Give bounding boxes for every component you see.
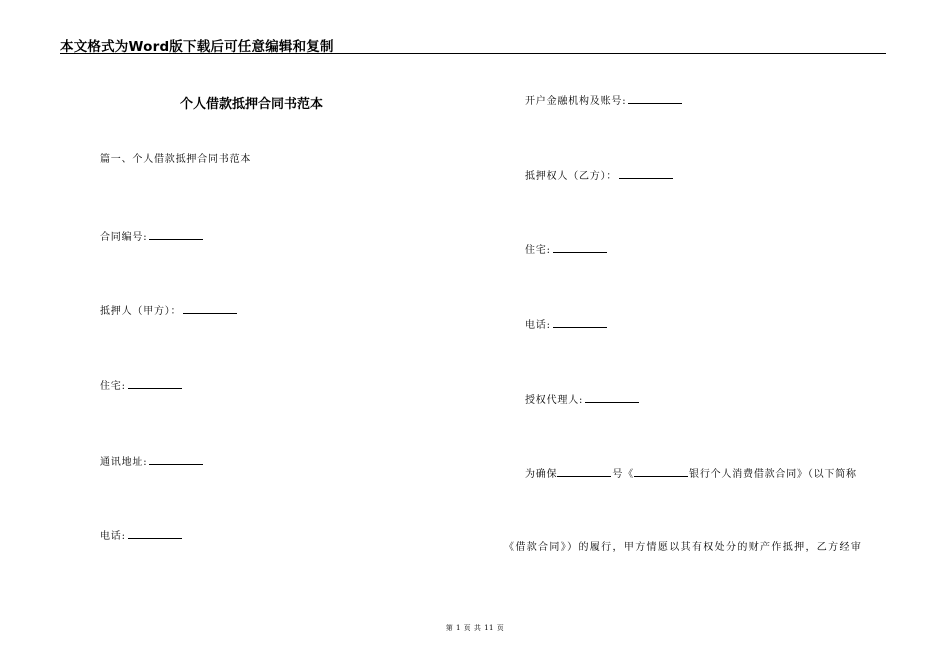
left-phone-label: 电话: — [100, 531, 126, 542]
page-number: 第 1 页 共 11 页 — [445, 624, 505, 632]
para1-part2: 号《 — [612, 469, 635, 480]
mortgagor-label: 抵押人（甲方）： — [100, 306, 182, 317]
right-residence-line — [525, 242, 607, 258]
address-blank — [149, 454, 203, 465]
address-label: 通讯地址: — [100, 457, 148, 468]
para1-part1: 为确保 — [525, 469, 558, 480]
right-phone-line — [525, 317, 607, 333]
contract-id-blank — [557, 466, 611, 477]
agent-blank — [585, 392, 639, 403]
bank-name-blank — [634, 466, 688, 477]
left-residence-label: 住宅: — [100, 381, 126, 392]
bank-account-line — [525, 93, 682, 109]
document-title: 个人借款抵押合同书范本 — [180, 97, 324, 112]
right-residence-blank — [553, 242, 607, 253]
right-residence-label: 住宅: — [525, 245, 551, 256]
bank-account-blank — [628, 93, 682, 104]
left-phone-blank — [128, 528, 182, 539]
mortgagor-blank — [183, 303, 237, 314]
paragraph-line-1 — [525, 466, 857, 482]
contract-number-line — [100, 229, 203, 245]
left-residence-line — [100, 378, 182, 394]
mortgagor-line — [100, 303, 237, 319]
mortgagee-label: 抵押权人（乙方）： — [525, 171, 618, 182]
page-header — [60, 33, 886, 54]
left-residence-blank — [128, 378, 182, 389]
right-phone-blank — [553, 317, 607, 328]
mortgagee-blank — [619, 168, 673, 179]
contract-number-blank — [149, 229, 203, 240]
para1-part3: 银行个人消费借款合同》（以下简称 — [689, 469, 857, 480]
paragraph-line-2: 《借款合同》）的履行，甲方情愿以其有权处分的财产作抵押，乙方经审 — [504, 542, 863, 553]
mortgagee-line — [525, 168, 673, 184]
agent-label: 授权代理人: — [525, 395, 584, 406]
agent-line — [525, 392, 639, 408]
header-text: 本文格式为Word版下载后可任意编辑和复制 — [60, 39, 334, 55]
address-line — [100, 454, 203, 470]
contract-number-label: 合同编号: — [100, 232, 148, 243]
right-phone-label: 电话: — [525, 320, 551, 331]
left-phone-line — [100, 528, 182, 544]
bank-account-label: 开户金融机构及账号: — [525, 96, 627, 107]
section-heading: 篇一、个人借款抵押合同书范本 — [100, 154, 252, 165]
